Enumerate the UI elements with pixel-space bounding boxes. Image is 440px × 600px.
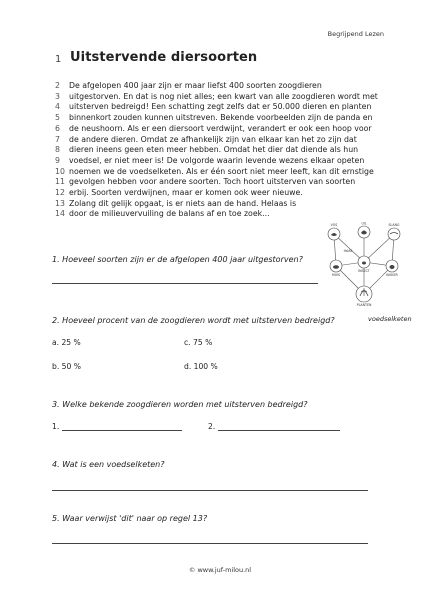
text-line	[55, 145, 415, 156]
label-haas: HAAS	[343, 249, 353, 253]
text-line	[55, 102, 415, 113]
line-number: 12	[55, 188, 65, 197]
answer-line-5[interactable]	[52, 543, 368, 544]
food-web-figure	[318, 222, 410, 312]
label-insect: INSECT	[358, 269, 370, 273]
line-text: uitgestorven. En dat is nog niet alles; een kwart van alle zoogdieren wordt met	[69, 91, 378, 101]
q3-blank-2-label: 2.	[208, 422, 216, 431]
text-line	[55, 167, 415, 178]
line-text: erbij. Soorten verdwijnen, maar er komen ook weer nieuwe.	[69, 188, 303, 197]
question-2: 2. Hoeveel procent van de zoogdieren wordt met uitsterven bedreigd?	[52, 316, 335, 325]
q2-option-d[interactable]: d. 100 %	[184, 362, 218, 371]
line-text: noemen we de voedselketen. Als er één soort niet meer leeft, kan dit ernstige	[69, 166, 374, 176]
figure-caption: voedselketen	[368, 315, 412, 323]
line-number: 13	[55, 198, 65, 208]
q2-option-c[interactable]: c. 75 %	[184, 338, 213, 347]
q3-blank-1-line[interactable]	[62, 430, 182, 431]
line-text: uitsterven bedreigd! Een schatting zegt zelfs dat er 50.000 dieren en planten	[69, 102, 372, 112]
line-text: De afgelopen 400 jaar zijn er maar liefst 400 soorten zoogdieren	[69, 81, 322, 90]
text-line	[55, 177, 415, 188]
title-line-number: 1	[55, 54, 62, 65]
question-1: 1. Hoeveel soorten zijn er de afgelopen 400 jaar uitgestorven?	[52, 255, 303, 264]
line-number: 3	[55, 91, 60, 101]
text-line	[55, 135, 415, 146]
page-title: Uitstervende diersoorten	[70, 50, 258, 65]
label-vos: VOS	[330, 223, 338, 227]
line-number: 14	[55, 209, 65, 219]
line-text: de andere dieren. Omdat ze afhankelijk zijn van elkaar kan het zo zijn dat	[69, 134, 357, 144]
label-kikker: KIKKER	[386, 273, 398, 277]
footer-copyright: © www.juf-milou.nl	[188, 566, 252, 574]
text-line	[55, 92, 415, 103]
line-number: 11	[55, 177, 65, 187]
line-number: 7	[55, 134, 60, 144]
question-5: 5. Waar verwijst 'dit' naar op regel 13?	[52, 514, 208, 523]
label-muis: MUIS	[331, 273, 341, 277]
line-text: gevolgen hebben voor andere soorten. Toch hoort uitsterven van soorten	[69, 177, 356, 187]
text-line	[55, 81, 415, 92]
line-number: 6	[55, 123, 60, 133]
answer-line-4[interactable]	[52, 490, 368, 491]
q3-blank-2-line[interactable]	[218, 430, 340, 431]
line-number: 2	[55, 81, 60, 90]
label-slang: SLANG	[388, 223, 400, 227]
question-3: 3. Welke bekende zoogdieren worden met uitsterven bedreigd?	[52, 400, 308, 409]
answer-line-1[interactable]	[52, 283, 318, 284]
line-text: voedsel, er niet meer is! De volgorde waarin levende wezens elkaar opeten	[69, 155, 365, 165]
line-number: 9	[55, 155, 60, 165]
label-planten: PLANTEN	[356, 303, 372, 307]
label-uil: UIL	[361, 222, 367, 226]
q2-option-b[interactable]: b. 50 %	[52, 362, 81, 371]
text-line	[55, 188, 415, 199]
line-text: de neushoorn. Als er een diersoort verdwijnt, verandert er ook een hoop voor	[69, 123, 372, 133]
q2-option-a[interactable]: a. 25 %	[52, 338, 81, 347]
snake-node	[388, 228, 400, 240]
line-number: 4	[55, 102, 60, 112]
q3-blank-1-label: 1.	[52, 422, 60, 431]
line-number: 10	[55, 166, 65, 176]
line-text: door de milieuvervuiling de balans af en toe zoek...	[69, 209, 270, 219]
text-line	[55, 209, 415, 220]
header-label: Begrijpend Lezen	[327, 30, 384, 38]
question-4: 4. Wat is een voedselketen?	[52, 460, 165, 469]
line-text: binnenkort zouden kunnen uitstreven. Bekende voorbeelden zijn de panda en	[69, 113, 373, 123]
line-text: dieren ineens geen eten meer hebben. Omdat het dier dat diende als hun	[69, 145, 359, 155]
line-number: 8	[55, 145, 60, 155]
line-number: 5	[55, 113, 60, 123]
line-text: Zolang dit gelijk opgaat, is er niets aan de hand. Helaas is	[69, 198, 297, 208]
text-line	[55, 199, 415, 210]
text-line	[55, 124, 415, 135]
text-line	[55, 156, 415, 167]
text-line	[55, 113, 415, 124]
